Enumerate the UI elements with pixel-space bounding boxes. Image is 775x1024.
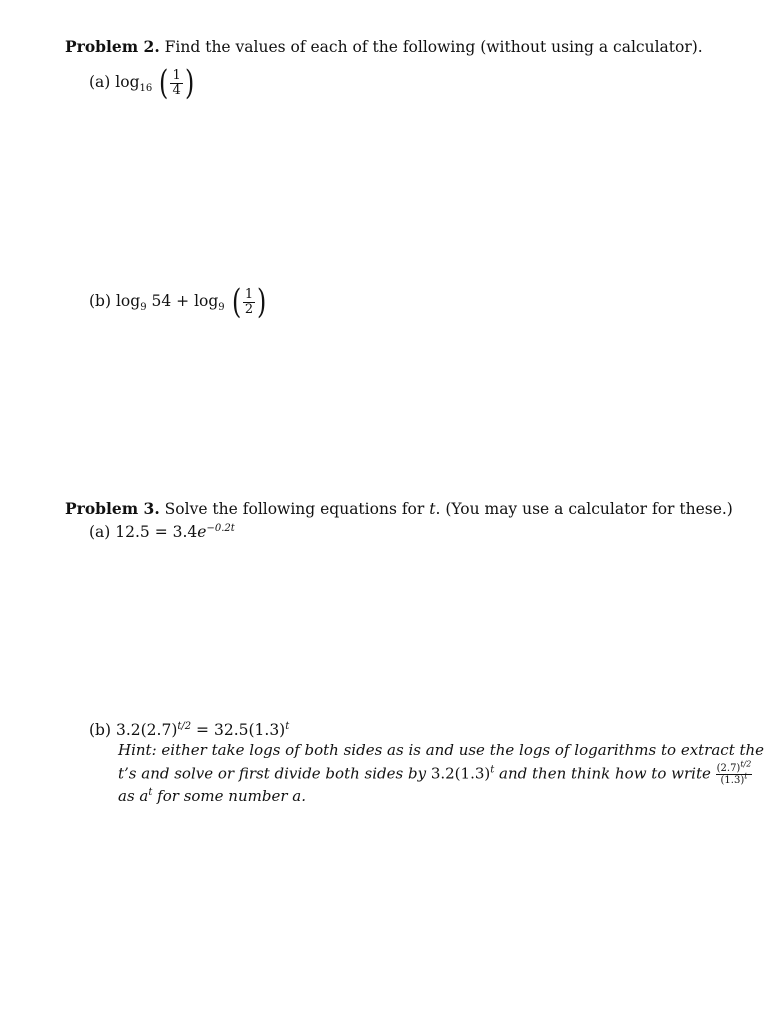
log-base: 9 — [140, 302, 147, 314]
hint-math: 3.2(1.3) — [430, 764, 491, 783]
fraction-denominator-base: (1.3) — [720, 775, 745, 786]
left-paren: ( — [231, 282, 241, 322]
left-paren: ( — [159, 63, 169, 103]
problem-3-heading — [65, 499, 733, 519]
log-argument: 54 + — [151, 292, 195, 310]
hint-variable: a — [139, 787, 149, 805]
euler-e: e — [197, 523, 207, 541]
hint-text: . — [301, 787, 306, 805]
problem-2a — [89, 63, 196, 103]
fraction-denominator — [716, 771, 753, 786]
log-word: log — [115, 292, 141, 310]
log-word: log — [115, 73, 140, 91]
problem-2-heading — [65, 37, 703, 57]
exponent: t/2 — [177, 720, 192, 732]
log-base: 9 — [218, 302, 225, 314]
problem-3a — [89, 522, 235, 542]
exponent: t — [490, 764, 495, 776]
problem-3b — [89, 720, 289, 740]
hint-text: Hint: either take logs of both sides as is and use the logs of logarithms to extract the — [118, 741, 765, 759]
fraction-numerator: 1 — [244, 286, 254, 302]
fraction-denominator: 2 — [244, 301, 254, 317]
equation-lhs: 3.2(2.7) — [115, 721, 178, 739]
log-word: log — [194, 292, 219, 310]
problem-3a-tag: (a) — [89, 523, 111, 541]
hint-line-3 — [118, 786, 306, 806]
exponent: −0.2t — [206, 522, 235, 534]
hint-variable: a — [292, 787, 302, 805]
right-paren: ) — [184, 63, 194, 103]
exponent: t — [285, 720, 290, 732]
problem-3-label: Problem 3. — [65, 499, 160, 518]
hint-text: and then think how to write — [494, 764, 716, 783]
log-base: 16 — [139, 83, 153, 95]
fraction — [170, 69, 182, 98]
equation-rhs: = 32.5(1.3) — [191, 721, 286, 739]
exponent: t — [148, 787, 153, 798]
problem-3-text-post: . (You may use a calculator for these.) — [435, 500, 733, 518]
fraction-denominator: 4 — [172, 82, 181, 98]
problem-2b — [89, 282, 268, 322]
fraction — [243, 288, 255, 317]
hint-fraction — [716, 759, 753, 786]
hint-text: as — [118, 787, 140, 805]
hint-line-1 — [118, 740, 764, 760]
exponent: t/2 — [740, 759, 752, 769]
fraction-numerator-base: (2.7) — [716, 763, 741, 774]
right-paren: ) — [257, 282, 267, 322]
exponent: t — [744, 771, 748, 781]
problem-2b-tag: (b) — [89, 292, 112, 310]
problem-2-text: Find the values of each of the following (without using a calculator). — [164, 38, 703, 56]
problem-2-label: Problem 2. — [65, 37, 160, 56]
hint-text: for some number — [152, 787, 293, 805]
hint-line-2 — [118, 759, 752, 786]
hint-text: t’s and solve or first divide both sides by — [118, 764, 431, 783]
problem-3-variable: t — [429, 500, 436, 518]
problem-3b-tag: (b) — [89, 721, 112, 739]
fraction-numerator: 1 — [172, 67, 181, 83]
equation-lhs: 12.5 = 3.4 — [115, 523, 198, 541]
problem-2a-tag: (a) — [89, 73, 111, 91]
problem-3-text-pre: Solve the following equations for — [164, 500, 430, 518]
